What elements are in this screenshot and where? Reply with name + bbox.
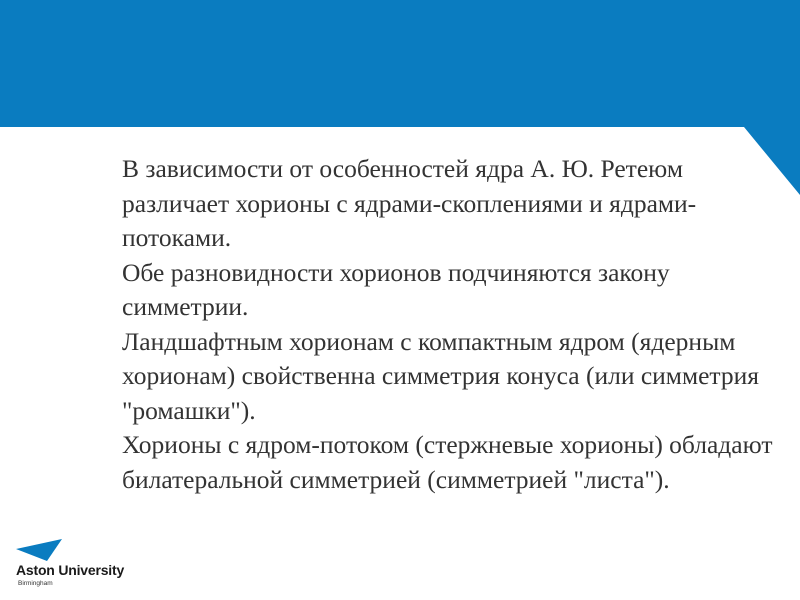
body-paragraph-4: Хорионы с ядром-потоком (стержневые хорионы) обладают билатеральной симметрией (симметрией "листа").	[122, 430, 773, 494]
body-paragraph-3: Ландшафтным хорионам с компактным ядром (ядерным хорионам) свойственна симметрия конуса (или симметрия "ромашки").	[122, 326, 759, 425]
aston-university-logo	[14, 538, 144, 590]
aston-triangle-icon	[14, 538, 66, 564]
slide-body-text	[122, 152, 782, 497]
body-paragraph-1: В зависимости от особенностей ядра А. Ю. Ретеюм различает хорионы с ядрами-скоплениями и ядрами-потоками.	[122, 154, 697, 252]
logo-name: Aston University	[16, 562, 125, 578]
logo-subtitle: Birmingham	[18, 580, 53, 587]
body-paragraph-2: Обе разновидности хорионов подчиняются закону симметрии.	[122, 257, 670, 321]
